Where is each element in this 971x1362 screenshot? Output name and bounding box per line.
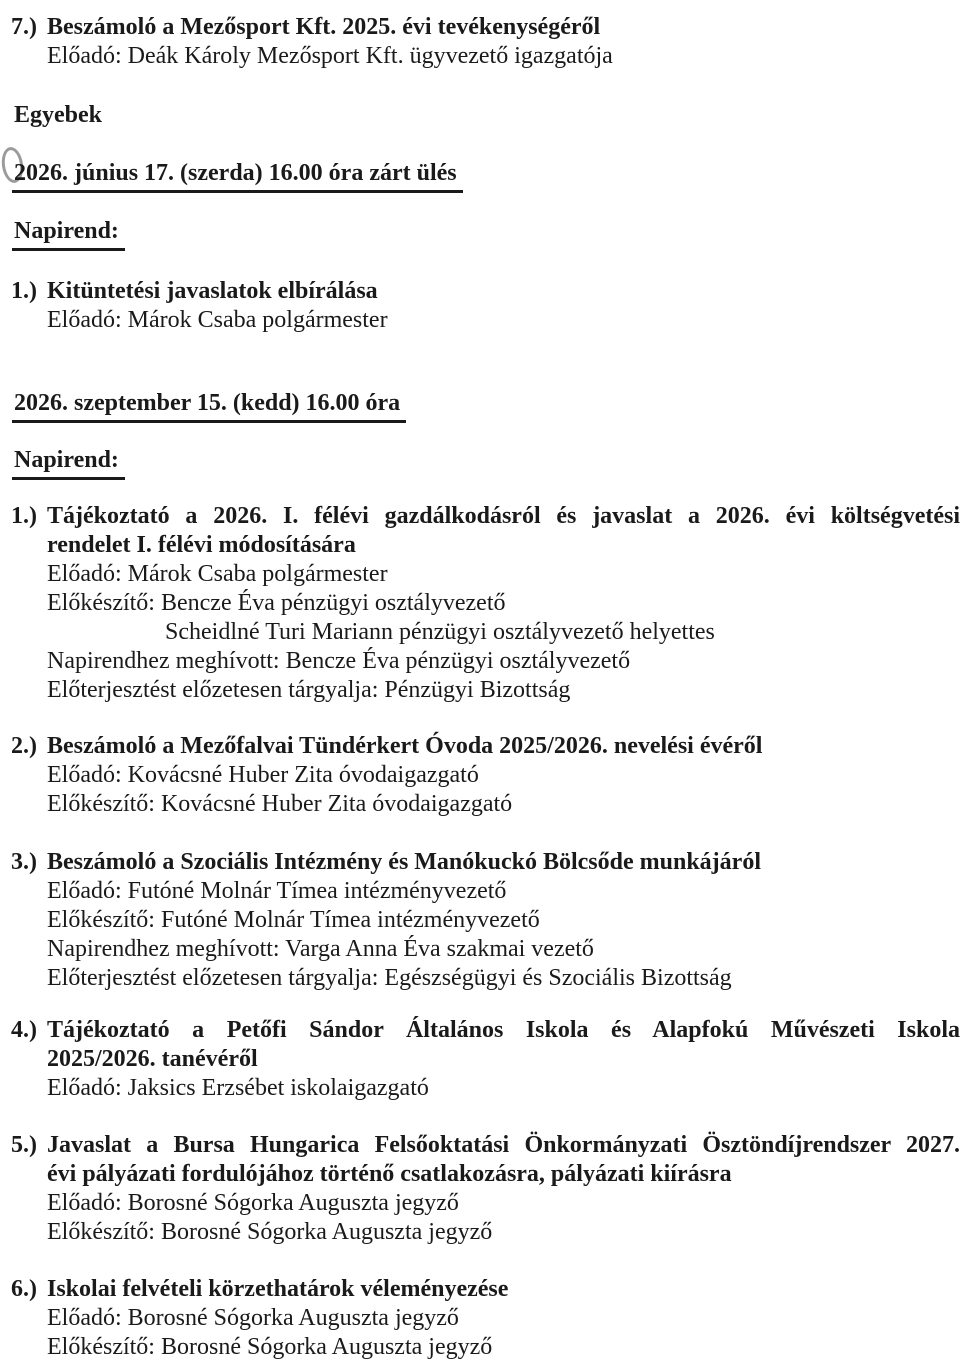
agenda-item-title: Kitüntetési javaslatok elbírálása: [47, 278, 378, 304]
agenda-item-detail-presenter: Előadó: Borosné Sógorka Auguszta jegyző: [47, 1190, 459, 1216]
september-session-date-text: 2026. szeptember 15. (kedd) 16.00 óra: [12, 389, 406, 423]
agenda-item-detail-committee: Előterjesztést előzetesen tárgyalja: Pénzügyi Bizottság: [47, 677, 571, 703]
agenda-item-detail-preparer: Előkészítő: Bencze Éva pénzügyi osztályvezető: [47, 590, 506, 616]
agenda-item-title-line-1: Javaslat a Bursa Hungarica Felsőoktatási Önkormányzati Ösztöndíjrendszer 2027.: [47, 1132, 960, 1158]
agenda-item-detail-presenter: Előadó: Márok Csaba polgármester: [47, 561, 388, 587]
agenda-item-detail-presenter: Előadó: Borosné Sógorka Auguszta jegyző: [47, 1305, 459, 1331]
agenda-item-number: 6.): [11, 1276, 37, 1302]
agenda-label-september-session: [14, 446, 960, 480]
agenda-item-detail-preparer: Előkészítő: Futóné Molnár Tímea intézményvezető: [47, 907, 540, 933]
agenda-item-number: 3.): [11, 849, 37, 875]
agenda-item-1-september: [11, 502, 960, 705]
agenda-item-number: 1.): [11, 503, 37, 529]
agenda-item-title: Beszámoló a Mezőfalvai Tündérkert Óvoda 2025/2026. nevelési évéről: [47, 733, 763, 759]
closed-session-date-text: 2026. június 17. (szerda) 16.00 óra zárt ülés: [12, 159, 463, 193]
september-session-date-heading: [14, 389, 960, 423]
agenda-item-title: Beszámoló a Mezősport Kft. 2025. évi tevékenységéről: [47, 14, 601, 40]
agenda-item-4-september: [11, 1016, 960, 1103]
other-business-heading: Egyebek: [14, 102, 103, 128]
agenda-item-6-september: [11, 1275, 960, 1362]
agenda-item-detail-presenter: Előadó: Jaksics Erzsébet iskolaigazgató: [47, 1075, 429, 1101]
agenda-item-detail-presenter: Előadó: Márok Csaba polgármester: [47, 307, 388, 333]
agenda-item-detail-invitee: Napirendhez meghívott: Varga Anna Éva szakmai vezető: [47, 936, 594, 962]
closed-session-date-heading: [14, 159, 960, 193]
agenda-item-detail-committee: Előterjesztést előzetesen tárgyalja: Egészségügyi és Szociális Bizottság: [47, 965, 732, 991]
agenda-label-text: Napirend:: [12, 446, 125, 480]
agenda-item-title-line-2: rendelet I. félévi módosítására: [47, 532, 356, 558]
agenda-item-number: 5.): [11, 1132, 37, 1158]
agenda-item-detail-preparer: Előkészítő: Borosné Sógorka Auguszta jegyző: [47, 1334, 493, 1360]
agenda-item-detail-presenter: Előadó: Deák Károly Mezősport Kft. ügyvezető igazgatója: [47, 43, 613, 69]
agenda-item-number: 2.): [11, 733, 37, 759]
agenda-item-detail-preparer-2: Scheidlné Turi Mariann pénzügyi osztályvezető helyettes: [165, 619, 715, 645]
agenda-item-number: 4.): [11, 1017, 37, 1043]
agenda-item-detail-preparer: Előkészítő: Borosné Sógorka Auguszta jegyző: [47, 1219, 493, 1245]
agenda-item-title: Beszámoló a Szociális Intézmény és Manókuckó Bölcsőde munkájáról: [47, 849, 761, 875]
agenda-item-title: Iskolai felvételi körzethatárok véleményezése: [47, 1276, 509, 1302]
agenda-item-title-line-1: Tájékoztató a 2026. I. félévi gazdálkodásról és javaslat a 2026. évi költségvetési: [47, 503, 960, 529]
agenda-item-7-previous-session: [11, 13, 960, 71]
agenda-item-number: 1.): [11, 278, 37, 304]
agenda-item-number: 7.): [11, 14, 37, 40]
agenda-item-detail-presenter: Előadó: Futóné Molnár Tímea intézményvezető: [47, 878, 507, 904]
agenda-item-2-september: [11, 732, 960, 819]
agenda-item-3-september: [11, 848, 960, 993]
agenda-item-1-closed-session: [11, 277, 960, 335]
agenda-item-title-line-2: 2025/2026. tanévéről: [47, 1046, 258, 1072]
agenda-item-title-line-2: évi pályázati fordulójához történő csatlakozásra, pályázati kiírásra: [47, 1161, 732, 1187]
agenda-item-detail-presenter: Előadó: Kovácsné Huber Zita óvodaigazgató: [47, 762, 479, 788]
agenda-label-text: Napirend:: [12, 217, 125, 251]
agenda-item-detail-preparer: Előkészítő: Kovácsné Huber Zita óvodaigazgató: [47, 791, 513, 817]
agenda-label-closed-session: [14, 217, 960, 251]
agenda-item-detail-invitee: Napirendhez meghívott: Bencze Éva pénzügyi osztályvezető: [47, 648, 631, 674]
agenda-item-title-line-1: Tájékoztató a Petőfi Sándor Általános Iskola és Alapfokú Művészeti Iskola: [47, 1017, 960, 1043]
agenda-item-5-september: [11, 1131, 960, 1247]
